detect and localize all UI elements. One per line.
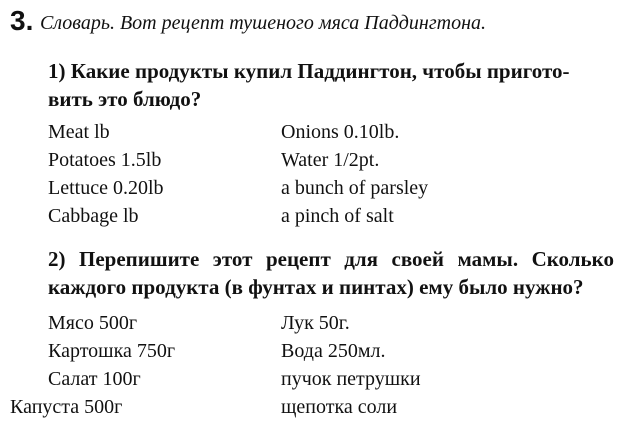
ingredient-ru-right-4: щепотка соли: [281, 396, 398, 418]
ingredient-en-left-3: Lettuce 0.20lb: [48, 177, 164, 199]
question-1-line-1: 1) Какие продукты купил Паддингтон, чтобы пригото-: [48, 59, 570, 83]
question-1-line-2: вить это блюдо?: [48, 87, 202, 111]
ingredient-en-right-4: a pinch of salt: [281, 205, 394, 227]
ingredient-ru-left-4: Капуста 500г: [10, 396, 123, 418]
ingredient-ru-right-2: Вода 250мл.: [281, 340, 386, 362]
exercise-number: 3.: [10, 5, 34, 36]
ingredient-ru-right-1: Лук 50г.: [281, 312, 350, 334]
ingredient-en-left-1: Meat lb: [48, 121, 110, 143]
ingredient-ru-right-3: пучок петрушки: [281, 368, 421, 390]
exercise-heading: Словарь. Вот рецепт тушеного мяса Паддингтона.: [40, 12, 487, 34]
ingredient-en-right-2: Water 1/2pt.: [281, 149, 380, 171]
ingredient-ru-left-1: Мясо 500г: [48, 312, 138, 334]
ingredient-en-left-4: Cabbage lb: [48, 205, 139, 227]
ingredient-en-right-3: a bunch of parsley: [281, 177, 429, 199]
ingredient-en-left-2: Potatoes 1.5lb: [48, 149, 162, 171]
ingredient-ru-left-3: Салат 100г: [48, 368, 141, 390]
question-2: [48, 245, 614, 301]
question-2-line-1: 2) Перепишите этот рецепт для своей мамы. Сколько: [48, 247, 614, 271]
question-2-line-2: каждого продукта (в фунтах и пинтах) ему было нужно?: [48, 275, 584, 299]
question-1: [48, 57, 569, 113]
ingredient-ru-left-2: Картошка 750г: [48, 340, 176, 362]
ingredient-en-right-1: Onions 0.10lb.: [281, 121, 400, 143]
